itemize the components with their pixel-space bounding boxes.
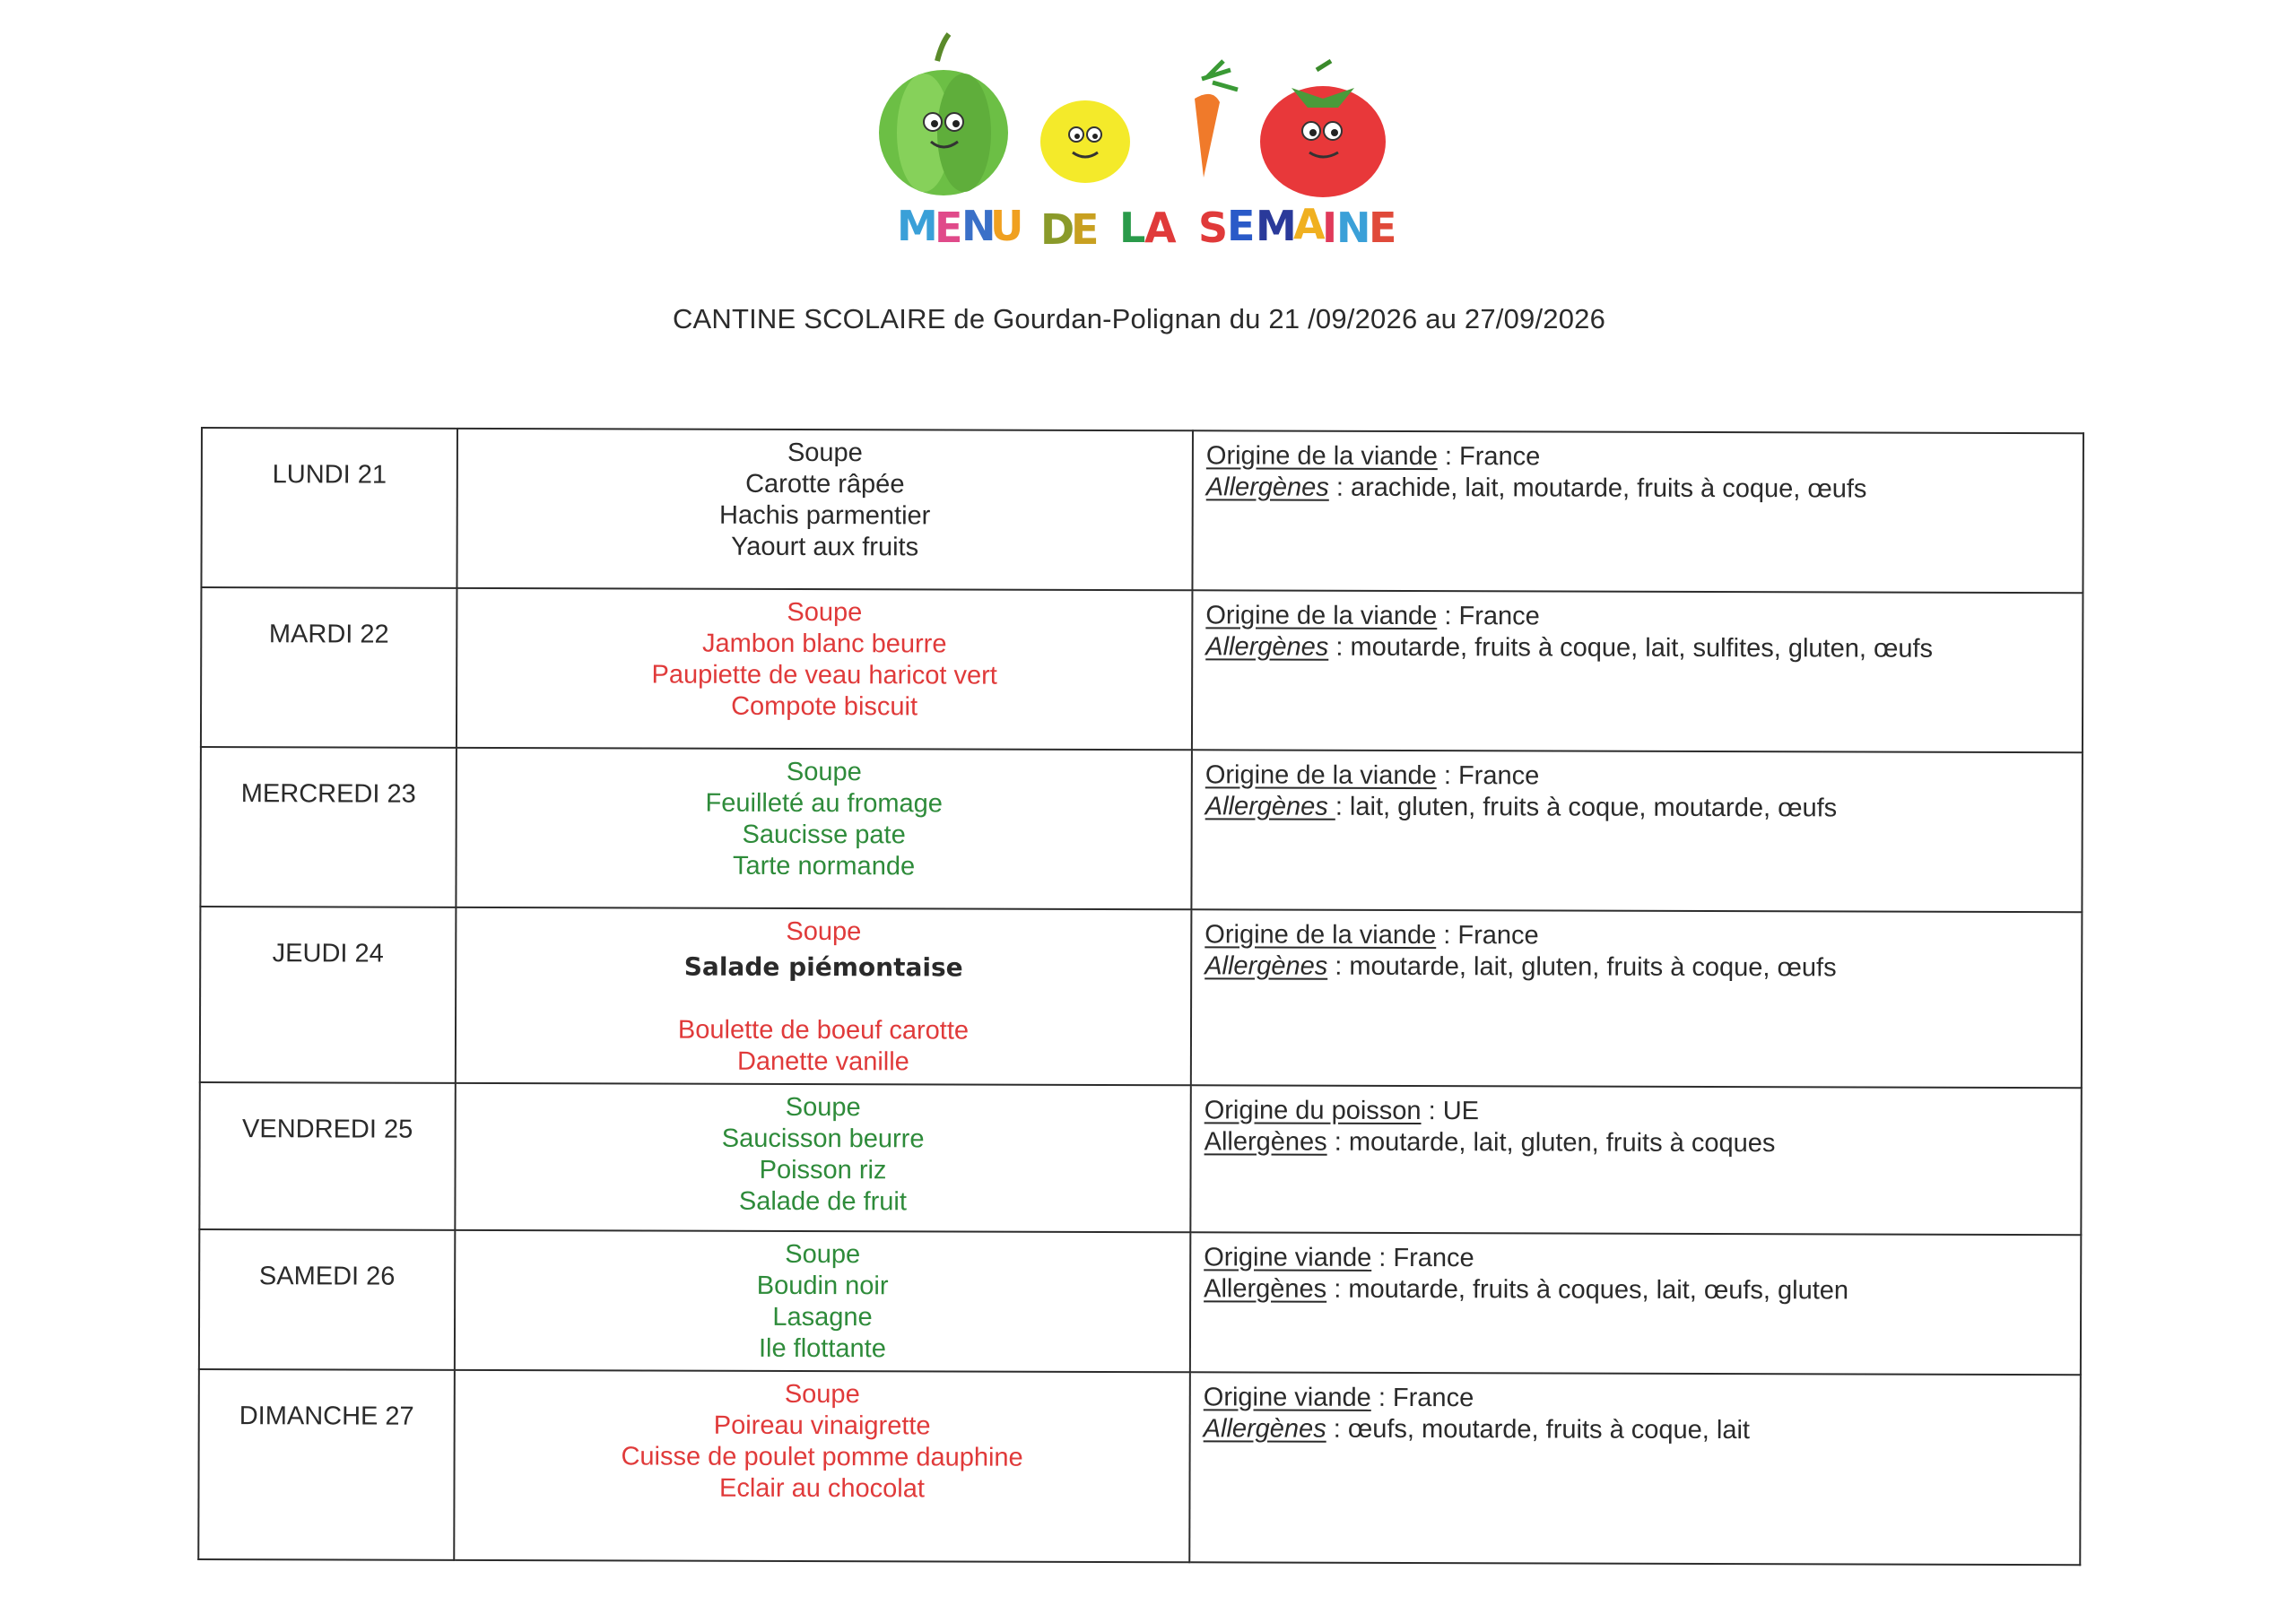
dish-item: Boulette de boeuf carotte	[677, 1015, 970, 1046]
dish-item: Compote biscuit	[731, 691, 918, 722]
dish-item-bold: Salade piémontaise	[683, 951, 963, 983]
allergens-label: Allergènes	[1205, 473, 1329, 502]
origin-line	[1204, 1382, 2067, 1416]
origin-value: : UE	[1421, 1097, 1480, 1126]
allergens-line	[1205, 631, 2069, 665]
origin-value: : France	[1436, 761, 1540, 791]
dish-item: Hachis parmentier	[718, 500, 931, 531]
table-row	[198, 1369, 2081, 1565]
svg-text:N: N	[961, 202, 996, 250]
allergens-label: Allergènes	[1205, 632, 1329, 662]
allergens-label: Allergènes	[1205, 792, 1335, 821]
dish-item: Cuisse de poulet pomme dauphine	[621, 1442, 1023, 1472]
dish-item: Poisson riz	[759, 1155, 887, 1185]
svg-text:M: M	[1256, 202, 1297, 250]
dish-item: Eclair au chocolat	[718, 1473, 925, 1504]
info-cell	[1190, 1232, 2081, 1375]
origin-value: : France	[1371, 1243, 1474, 1273]
dish-item: Soupe	[785, 1092, 861, 1123]
info-cell	[1192, 430, 2083, 593]
allergens-value: : moutarde, lait, gluten, fruits à coques	[1326, 1127, 1776, 1159]
svg-text:E: E	[935, 204, 963, 252]
dishes-cell	[455, 1083, 1190, 1232]
dish-item: Soupe	[787, 438, 863, 468]
day-cell: MARDI 22	[201, 587, 457, 748]
dish-item: Ile flottante	[758, 1333, 886, 1364]
dish-item: Soupe	[785, 1239, 861, 1270]
menu-table	[197, 427, 2084, 1566]
origin-value: : France	[1437, 602, 1540, 631]
day-cell: DIMANCHE 27	[198, 1369, 455, 1560]
svg-text:U: U	[990, 202, 1024, 250]
table-row	[200, 907, 2083, 1088]
svg-text:A: A	[1144, 204, 1177, 252]
allergens-line	[1204, 1413, 2067, 1447]
table-row	[201, 587, 2083, 752]
svg-text:A: A	[1293, 200, 1326, 248]
dish-item: Soupe	[784, 1379, 860, 1410]
day-cell: VENDREDI 25	[199, 1082, 455, 1230]
dishes-cell	[457, 588, 1193, 750]
origin-value: : France	[1436, 921, 1539, 950]
dish-item: Salade de fruit	[738, 1186, 907, 1217]
table-row	[199, 1082, 2081, 1235]
allergens-label: Allergènes	[1203, 1414, 1326, 1444]
allergens-line	[1205, 950, 2068, 985]
dishes-cell	[457, 429, 1193, 590]
table-row	[199, 1229, 2081, 1375]
dish-item: Poireau vinaigrette	[713, 1410, 931, 1441]
dish-item: Boudin noir	[756, 1271, 889, 1301]
svg-text:L: L	[1119, 204, 1146, 252]
dish-item: Soupe	[786, 757, 862, 787]
table-row	[201, 428, 2083, 593]
dish-item: Tarte normande	[732, 851, 916, 881]
day-cell: JEUDI 24	[200, 907, 457, 1083]
allergens-line	[1206, 472, 2070, 506]
info-cell	[1190, 1085, 2081, 1235]
allergens-label: Allergènes	[1204, 1127, 1327, 1157]
svg-text:E: E	[1227, 202, 1256, 250]
origin-label: Origine de la viande	[1205, 601, 1438, 631]
menu-logo	[879, 25, 1435, 267]
dish-item: Soupe	[786, 916, 862, 947]
allergens-value: : arachide, lait, moutarde, fruits à coque, œufs	[1328, 473, 1867, 504]
svg-text:D: D	[1040, 205, 1075, 254]
origin-line	[1206, 440, 2070, 474]
dish-item: Saucisse pate	[742, 820, 906, 850]
allergens-label: Allergènes	[1205, 951, 1328, 981]
table-row	[200, 747, 2083, 912]
dish-item: Yaourt aux fruits	[731, 532, 919, 562]
origin-label: Origine viande	[1203, 1383, 1371, 1412]
origin-line	[1205, 600, 2069, 634]
dishes-cell	[456, 907, 1192, 1085]
svg-text:E: E	[1369, 204, 1397, 252]
tomato-icon	[1260, 61, 1386, 197]
origin-value: : France	[1437, 442, 1541, 472]
origin-label: Origine du poisson	[1204, 1096, 1422, 1126]
day-cell: LUNDI 21	[201, 428, 457, 588]
svg-text:E: E	[1071, 205, 1100, 254]
dish-item: Jambon blanc beurre	[702, 629, 947, 659]
allergens-line	[1204, 1273, 2067, 1307]
origin-line	[1204, 1242, 2067, 1276]
origin-line	[1205, 759, 2069, 794]
allergens-value: : moutarde, lait, gluten, fruits à coque, œufs	[1327, 951, 1837, 983]
dish-item: Feuilleté au fromage	[705, 788, 943, 819]
allergens-line	[1205, 791, 2069, 825]
dish-item: Soupe	[787, 597, 863, 628]
logo-lettering	[897, 200, 1396, 254]
allergens-value: : moutarde, fruits à coques, lait, œufs, gluten	[1326, 1274, 1849, 1306]
allergens-value: : moutarde, fruits à coque, lait, sulfites, gluten, œufs	[1328, 632, 1934, 664]
pumpkin-icon	[879, 34, 1008, 195]
origin-value: : France	[1370, 1383, 1474, 1413]
origin-line	[1205, 1095, 2068, 1129]
allergens-value: : œufs, moutarde, fruits à coque, lait	[1326, 1414, 1751, 1445]
svg-text:M: M	[897, 202, 938, 250]
origin-label: Origine de la viande	[1205, 760, 1437, 791]
origin-label: Origine de la viande	[1205, 920, 1437, 950]
page-subtitle: CANTINE SCOLAIRE de Gourdan-Polignan du 21 /09/2026 au 27/09/2026	[672, 303, 1606, 334]
svg-text:S: S	[1198, 204, 1229, 252]
dish-item: Carotte râpée	[745, 469, 905, 499]
info-cell	[1192, 590, 2083, 752]
dishes-cell	[455, 1230, 1190, 1372]
carrot-icon	[1195, 61, 1238, 178]
dishes-cell	[454, 1370, 1190, 1562]
svg-text:I: I	[1322, 204, 1338, 252]
dish-item: Paupiette de veau haricot vert	[651, 660, 997, 690]
lemon-icon	[1040, 100, 1130, 183]
day-cell: SAMEDI 26	[199, 1229, 455, 1370]
origin-label: Origine viande	[1204, 1243, 1372, 1272]
dishes-cell	[456, 748, 1192, 909]
day-cell: MERCREDI 23	[200, 747, 457, 907]
allergens-value: : lait, gluten, fruits à coque, moutarde, œufs	[1335, 792, 1838, 823]
origin-label: Origine de la viande	[1205, 441, 1438, 472]
allergens-line	[1205, 1126, 2068, 1160]
info-cell	[1191, 909, 2083, 1088]
allergens-label: Allergènes	[1204, 1274, 1327, 1304]
dish-item: Saucisson beurre	[721, 1124, 925, 1154]
dish-item: Danette vanille	[736, 1046, 909, 1077]
info-cell	[1191, 750, 2083, 912]
info-cell	[1189, 1372, 2081, 1565]
dish-item: Lasagne	[772, 1302, 873, 1332]
origin-line	[1205, 919, 2068, 953]
svg-text:N: N	[1336, 204, 1371, 252]
